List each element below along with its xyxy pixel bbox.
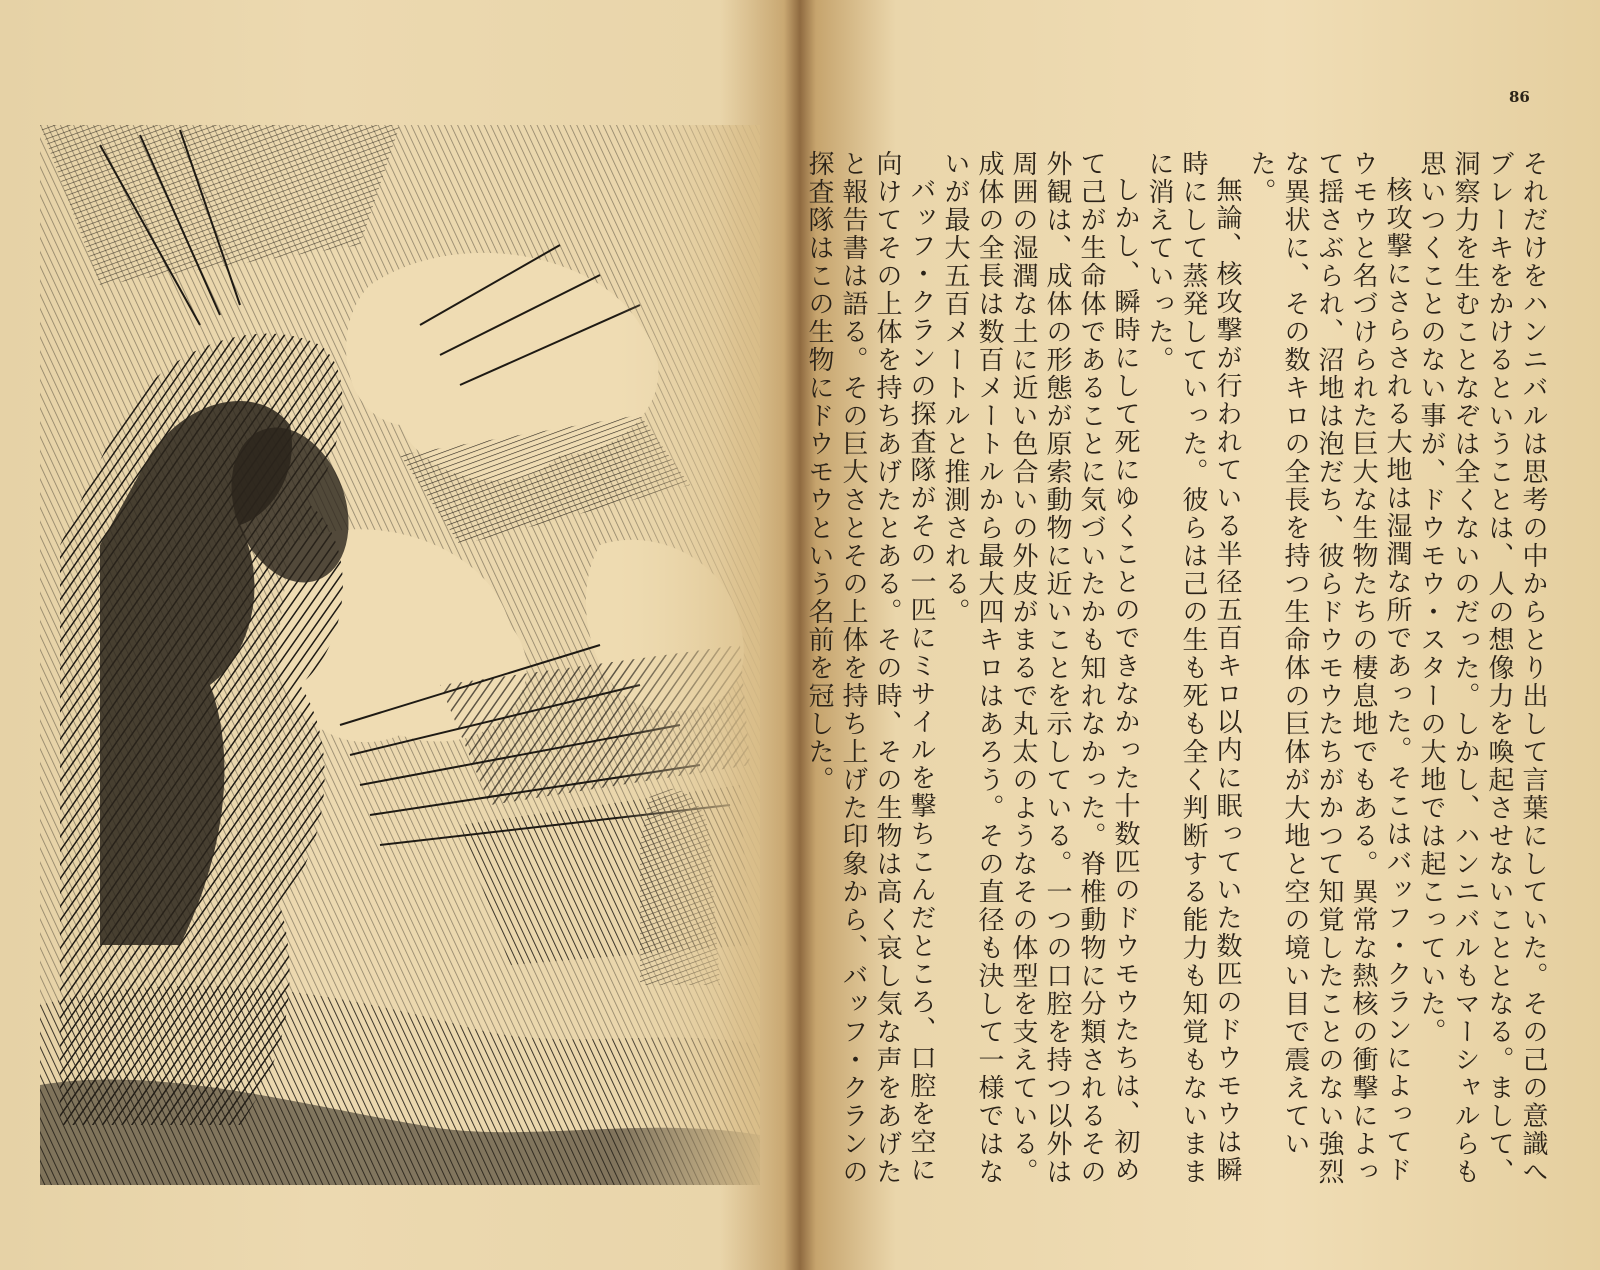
paragraph-1: それだけをハンニバルは思考の中からとり出して言葉にしていた。その己の意識へブレーキをかけるということは、人の想像力を喚起させないこととなる。まして、洞察力を生むことなぞは全くないのだった。しかし、ハンニバルもマーシャルらも思いつくことのない事が、ドウモウ・スターの大地では起こっていた。 xyxy=(1416,150,1548,1186)
right-page xyxy=(800,0,1600,1270)
page-number: 86 xyxy=(1509,88,1530,106)
illustration xyxy=(40,125,760,1185)
body-text xyxy=(804,150,1550,1195)
paragraph-4: しかし、瞬時にして死にゆくことのできなかった十数匹のドウモウたちは、初めて己が生命体であることに気づいたかも知れなかった。脊椎動物に分類されるその外観は、成体の形態が原索動物に近いことを示している。一つの口腔を持つ以外は周囲の湿潤な土に近い色合いの外皮がまるで丸太のようなその体型を支えている。成体の全長は数百メートルから最大四キロはあろう。その直径も決して一様ではないが最大五百メートルと推測される。 xyxy=(940,150,1140,1186)
paragraph-2: 核攻撃にさらされる大地は湿潤な所であった。そこはバッフ・クランによってドウモウと名づけられた巨大な生物たちの棲息地でもある。異常な熱核の衝撃によって揺さぶられ、沼地は泡だち、彼らドウモウたちがかつて知覚したことのない強烈な異状に、その数キロの全長を持つ生命体の巨体が大地と空の境い目で震えていた。 xyxy=(1246,150,1412,1186)
paragraph-3: 無論、核攻撃が行われている半径五百キロ以内に眠っていた数匹のドウモウは瞬時にして蒸発していった。彼らは己の生も死も全く判断する能力も知覚もないままに消えていった。 xyxy=(1144,150,1242,1186)
paragraph-5: バッフ・クランの探査隊がその一匹にミサイルを撃ちこんだところ、口腔を空に向けてその上体を持ちあげたとある。その時、その生物は高く哀し気な声をあげたと報告書は語る。その巨大さとその上体を持ち上げた印象から、バッフ・クランの探査隊はこの生物にドウモウという名前を冠した。 xyxy=(804,150,936,1186)
